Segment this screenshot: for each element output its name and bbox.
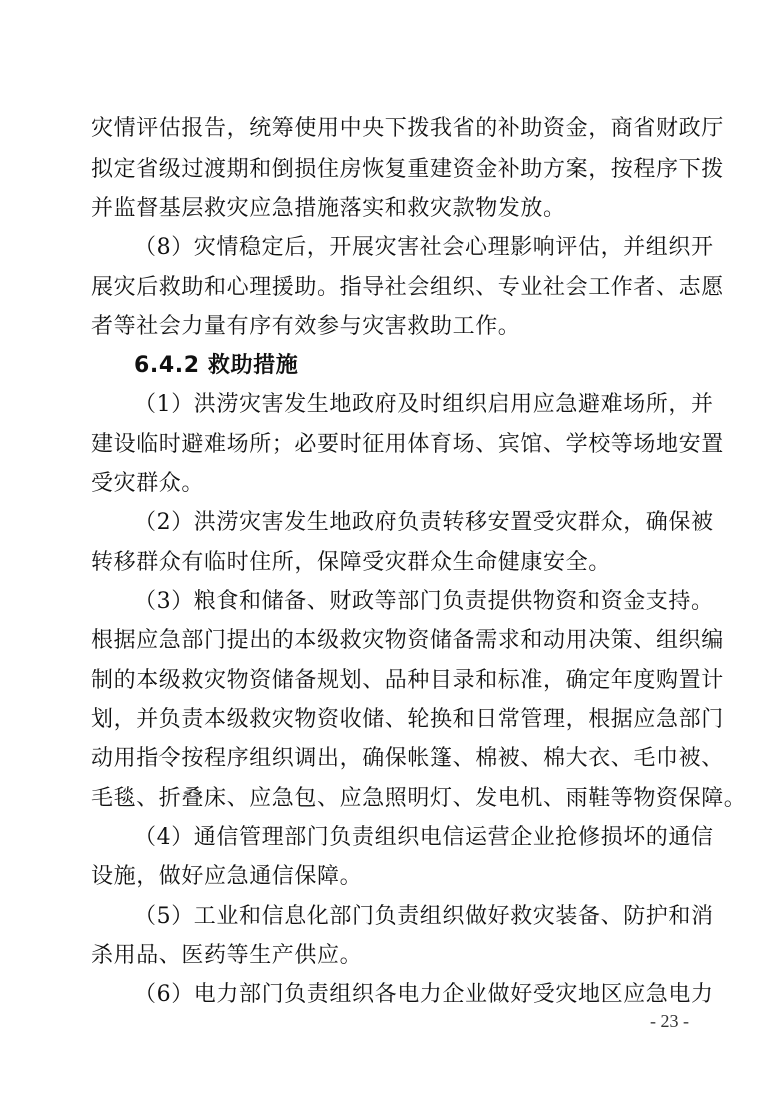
- text-line: 展灾后救助和心理援助。指导社会组织、专业社会工作者、志愿: [91, 275, 724, 300]
- text-line: 者等社会力量有序有效参与灾害救助工作。: [91, 314, 521, 339]
- paragraph-3-start: （3）粮食和储备、财政等部门负责提供物资和资金支持。: [134, 589, 714, 614]
- text-line: 设施，做好应急通信保障。: [91, 864, 363, 889]
- text-line: 毛毯、折叠床、应急包、应急照明灯、发电机、雨鞋等物资保障。: [91, 786, 747, 811]
- paragraph-4-start: （4）通信管理部门负责组织电信运营企业抢修损坏的通信: [134, 825, 714, 850]
- text-line: 拟定省级过渡期和倒损住房恢复重建资金补助方案，按程序下拨: [91, 157, 724, 182]
- page-number: - 23 -: [650, 1011, 689, 1031]
- text-line: 并监督基层救灾应急措施落实和救灾款物发放。: [91, 196, 566, 221]
- text-line: 动用指令按程序组织调出，确保帐篷、棉被、棉大衣、毛巾被、: [91, 746, 724, 771]
- text-line: 转移群众有临时住所，保障受灾群众生命健康安全。: [91, 550, 611, 575]
- paragraph-6-start: （6）电力部门负责组织各电力企业做好受灾地区应急电力: [134, 982, 714, 1007]
- text-line: 制的本级救灾物资储备规划、品种目录和标准，确定年度购置计: [91, 668, 724, 693]
- text-line: 杀用品、医药等生产供应。: [91, 943, 363, 968]
- paragraph-1-start: （1）洪涝灾害发生地政府及时组织启用应急避难场所，并: [134, 392, 714, 417]
- section-heading: 6.4.2 救助措施: [134, 353, 299, 378]
- text-line: 灾情评估报告，统筹使用中央下拨我省的补助资金，商省财政厅: [91, 116, 724, 141]
- text-line: 受灾群众。: [91, 471, 205, 496]
- text-line: 划，并负责本级救灾物资收储、轮换和日常管理，根据应急部门: [91, 707, 724, 732]
- text-line: 根据应急部门提出的本级救灾物资储备需求和动用决策、组织编: [91, 628, 724, 653]
- paragraph-8-start: （8）灾情稳定后，开展灾害社会心理影响评估，并组织开: [134, 235, 714, 260]
- text-line: 建设临时避难场所；必要时征用体育场、宾馆、学校等场地安置: [91, 432, 724, 457]
- paragraph-5-start: （5）工业和信息化部门负责组织做好救灾装备、防护和消: [134, 904, 714, 929]
- paragraph-2-start: （2）洪涝灾害发生地政府负责转移安置受灾群众，确保被: [134, 510, 714, 535]
